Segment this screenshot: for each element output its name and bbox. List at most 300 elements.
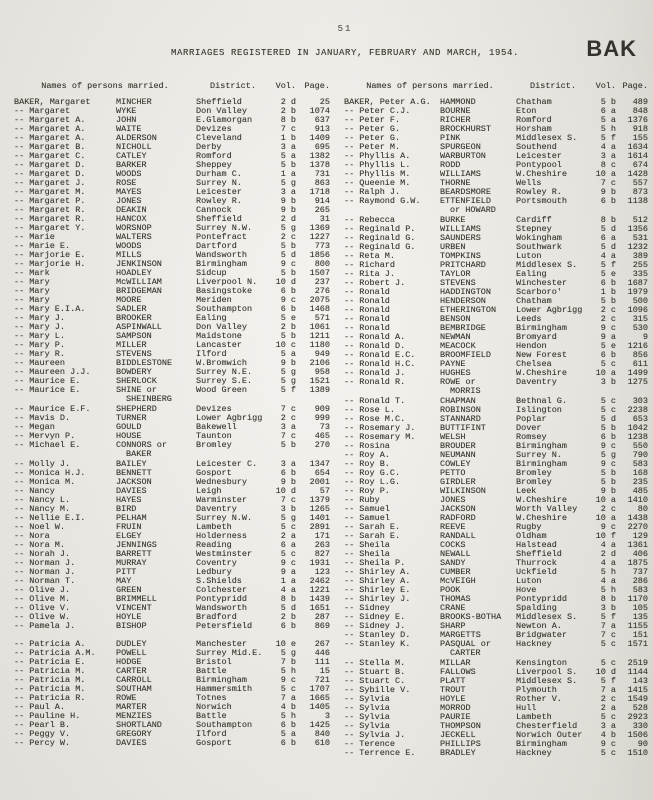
cell-name: -- Sheila: [344, 549, 390, 559]
cell-vol: 5 b: [600, 468, 616, 478]
cell-name: -- Margaret A.: [14, 115, 86, 125]
cell-surname: GREGORY: [116, 729, 152, 739]
cell-surname: HENDERSON: [440, 296, 486, 306]
cell-surname: GOULD: [116, 422, 142, 432]
cell-vol: 2 c: [600, 694, 616, 704]
cell-page: 2923: [627, 712, 648, 722]
cell-page: 1361: [627, 540, 648, 550]
cell-page: 1216: [627, 341, 648, 351]
cell-surname: COCKS: [440, 540, 466, 550]
cell-district: Daventry: [196, 504, 237, 514]
cell-district: Chelsea: [516, 359, 552, 369]
cell-district: Warminster: [196, 495, 248, 505]
cell-vol: 5 c: [600, 396, 616, 406]
cell-vol: 4 a: [600, 558, 616, 568]
cell-district: Wood Green: [196, 385, 248, 395]
cell-page: 611: [632, 359, 648, 369]
cell-district: Thurrock: [516, 558, 557, 568]
cell-district: Wandsworth: [196, 603, 248, 613]
cell-vol: 8 b: [280, 594, 296, 604]
cell-name: -- Roy P.: [344, 486, 390, 496]
cell-district: Ledbury: [196, 567, 232, 577]
cell-surname: BROUDER: [440, 441, 476, 451]
surname-continuation: [344, 649, 650, 658]
cell-page: 1614: [627, 151, 648, 161]
cell-page: 1718: [309, 187, 330, 197]
cell-vol: 5 c: [600, 712, 616, 722]
cell-district: Pontefract: [196, 232, 248, 242]
cell-vol: 9 c: [600, 522, 616, 532]
cell-surname: HAMMOND: [440, 97, 476, 107]
cell-surname: THORNE: [440, 178, 471, 188]
cell-name: -- Rita J.: [344, 269, 396, 279]
cell-vol: 7 b: [280, 657, 296, 667]
cell-name: -- Margaret C.: [14, 151, 86, 161]
cell-district: Poplar: [516, 414, 547, 424]
table-row: [344, 749, 650, 758]
cell-surname: CONNORS or: [116, 440, 168, 450]
cell-vol: 5 d: [600, 242, 616, 252]
cell-surname: WAITE: [116, 124, 142, 134]
cell-surname: STEVENS: [440, 278, 476, 288]
cell-district: Uckfield: [516, 567, 557, 577]
cell-vol: 7 c: [280, 404, 296, 414]
cell-page: 773: [314, 241, 330, 251]
cell-surname: CRANE: [440, 603, 466, 613]
cell-vol: 9 c: [280, 259, 296, 269]
cell-district: Birmingham: [516, 441, 568, 451]
cell-name: -- Maureen: [14, 358, 66, 368]
cell-name: -- Noel W.: [14, 522, 66, 532]
cell-page: 528: [632, 703, 648, 713]
cell-surname: WOODS: [116, 241, 142, 251]
cell-surname: SAMPSON: [116, 331, 152, 341]
cell-page: 1507: [309, 268, 330, 278]
cell-vol: 2 c: [600, 305, 616, 315]
cell-name: -- Sylvia: [344, 703, 390, 713]
cell-name: -- Terrence E.: [344, 748, 416, 758]
cell-name: -- Richard: [344, 260, 396, 270]
cell-vol: 3 a: [600, 721, 616, 731]
cell-name: -- Mary: [14, 286, 50, 296]
cell-surname: MAY: [116, 576, 132, 586]
cell-vol: 4 b: [280, 702, 296, 712]
cell-page: 9: [642, 332, 648, 342]
cell-surname: PLATT: [440, 676, 466, 686]
cell-vol: 3 b: [280, 504, 296, 514]
cell-district: Ilford: [196, 349, 227, 359]
cell-page: 1347: [309, 459, 330, 469]
cell-page: 1074: [309, 106, 330, 116]
cell-page: 2075: [309, 295, 330, 305]
cell-page: 827: [314, 549, 330, 559]
cell-surname: PELHAM: [116, 513, 147, 523]
cell-name: BAKER, Margaret: [14, 97, 91, 107]
cell-vol: 5 h: [600, 567, 616, 577]
cell-page: 330: [632, 721, 648, 731]
cell-vol: 5 d: [600, 224, 616, 234]
cell-name: -- Ronald: [344, 323, 390, 333]
cell-district: Pontypridd: [196, 594, 248, 604]
cell-page: 1238: [627, 432, 648, 442]
cell-vol: 7 a: [280, 693, 296, 703]
cell-vol: 10 e: [275, 639, 296, 649]
cell-district: E.Glamorgan: [196, 115, 253, 125]
cell-name: -- Mary J.: [14, 313, 66, 323]
cell-vol: 10 d: [275, 486, 296, 496]
cell-vol: 5 c: [600, 639, 616, 649]
surname-continuation: [14, 395, 332, 404]
cell-surname: NEWALL: [440, 549, 471, 559]
cell-surname: DAVIES: [116, 738, 147, 748]
cell-district: Bradford: [196, 612, 237, 622]
cell-page: 135: [632, 612, 648, 622]
cell-vol: 5 d: [280, 250, 296, 260]
cell-district: Totnes: [196, 693, 227, 703]
cell-page: 1549: [627, 694, 648, 704]
cell-surname: JENNINGS: [116, 540, 157, 550]
cell-vol: 5 b: [280, 241, 296, 251]
cell-vol: 6 a: [600, 233, 616, 243]
cell-name: -- Roy A.: [344, 450, 390, 460]
cell-district: Lambeth: [196, 522, 232, 532]
cell-name: -- Margaret A.: [14, 124, 86, 134]
cell-page: 721: [314, 675, 330, 685]
cell-page: 999: [314, 413, 330, 423]
cell-vol: 2 b: [280, 322, 296, 332]
cell-surname: BRIDGEMAN: [116, 286, 162, 296]
cell-name: -- Margaret R.: [14, 205, 86, 215]
cell-page: 2462: [309, 576, 330, 586]
cell-vol: 5 g: [280, 648, 296, 658]
cell-surname: BEARDSMORE: [440, 187, 492, 197]
cell-surname: STANNARD: [440, 414, 481, 424]
cell-page: 286: [632, 576, 648, 586]
surname-index-tag: BAK: [586, 36, 637, 61]
cell-name: -- Olive J.: [14, 585, 71, 595]
cell-surname: BENSON: [440, 314, 471, 324]
cell-name: -- Ronald J.: [344, 368, 406, 378]
cell-name: -- Rosemary J.: [344, 423, 416, 433]
cell-vol: 5 h: [280, 711, 296, 721]
cell-surname: WYKE: [116, 106, 137, 116]
cell-name: -- Nancy: [14, 486, 55, 496]
table-row: [14, 386, 332, 395]
cell-vol: 9 c: [280, 295, 296, 305]
cell-name: -- Paul A.: [14, 702, 66, 712]
cell-page: 2519: [627, 658, 648, 668]
cell-page: 105: [632, 603, 648, 613]
cell-page: 1155: [627, 621, 648, 631]
cell-vol: 4 a: [600, 251, 616, 261]
cell-page: 1378: [309, 160, 330, 170]
cell-district: Don Valley: [196, 322, 248, 332]
cell-district: Lambeth: [516, 712, 552, 722]
cell-district: Battle: [196, 711, 227, 721]
cell-district: New Forest: [516, 350, 568, 360]
cell-vol: 5 f: [600, 676, 616, 686]
cell-vol: 5 f: [600, 260, 616, 270]
cell-surname: PASQUAL or: [440, 639, 492, 649]
cell-district: Rowley R.: [196, 196, 242, 206]
cell-surname: MILLS: [116, 250, 142, 260]
column-headers: [344, 82, 650, 91]
cell-name: -- Ronald: [344, 305, 390, 315]
cell-district: Bethnal G.: [516, 396, 568, 406]
cell-vol: 7 a: [600, 685, 616, 695]
cell-page: 1170: [627, 594, 648, 604]
header-district: District.: [210, 81, 256, 91]
cell-name: -- Monica M.: [14, 477, 76, 487]
cell-district: Luton: [516, 251, 542, 261]
cell-district: Romford: [196, 151, 232, 161]
cell-name: -- Maurice E.: [14, 385, 81, 395]
cell-district: Cannock: [196, 205, 232, 215]
cell-name: -- Patricia M.: [14, 666, 86, 676]
cell-district: Horsham: [516, 124, 552, 134]
cell-page: 913: [314, 124, 330, 134]
cell-vol: 5 g: [280, 513, 296, 523]
cell-district: Hendon: [516, 341, 547, 351]
cell-surname: HUGHES: [440, 368, 471, 378]
cell-surname2: BAKER: [126, 449, 152, 459]
cell-vol: 9 c: [280, 558, 296, 568]
cell-surname: PITT: [116, 567, 137, 577]
cell-district: Lancaster: [196, 340, 242, 350]
cell-surname: BUTTIFINT: [440, 423, 486, 433]
cell-vol: 5 g: [280, 223, 296, 233]
cell-name: -- Mary R.: [14, 349, 66, 359]
cell-surname: PETTO: [440, 468, 466, 478]
cell-vol: 10 a: [595, 513, 616, 523]
table-row: [344, 640, 650, 649]
cell-surname: MILLER: [116, 340, 147, 350]
cell-district: W.Cheshire: [516, 495, 568, 505]
cell-district: Rowley R.: [516, 187, 562, 197]
cell-name: -- Sheila P.: [344, 558, 406, 568]
cell-district: Surrey Mid.E.: [196, 648, 263, 658]
cell-name: -- Marie E.: [14, 241, 71, 251]
cell-page: 1875: [627, 558, 648, 568]
cell-surname: URBEN: [440, 242, 466, 252]
cell-page: 1665: [309, 693, 330, 703]
cell-page: 2001: [309, 477, 330, 487]
cell-district: Surrey N.: [196, 178, 242, 188]
cell-name: -- Marie: [14, 232, 55, 242]
cell-vol: 5 h: [600, 585, 616, 595]
cell-page: 1931: [309, 558, 330, 568]
cell-page: 1405: [309, 702, 330, 712]
cell-surname: WOODS: [116, 169, 142, 179]
cell-surname: WILLIAMS: [440, 169, 481, 179]
cell-district: Wells: [516, 178, 542, 188]
cell-district: Sheppey: [196, 160, 232, 170]
cell-surname: SHEPHERD: [116, 404, 157, 414]
cell-name: -- Nancy M.: [14, 504, 71, 514]
cell-surname: CATLEY: [116, 151, 147, 161]
cell-district: Cleveland: [196, 133, 242, 143]
cell-name: -- Mary: [14, 277, 50, 287]
cell-vol: 5 a: [280, 151, 296, 161]
cell-vol: 2 c: [600, 504, 616, 514]
cell-vol: 5 f: [600, 133, 616, 143]
cell-surname: ROBINSON: [440, 405, 481, 415]
cell-surname: BAILEY: [116, 459, 147, 469]
cell-vol: 9 b: [280, 477, 296, 487]
cell-surname: THOMPSON: [440, 721, 481, 731]
cell-page: 276: [314, 286, 330, 296]
cell-page: 1410: [627, 495, 648, 505]
table-row: [14, 739, 332, 748]
cell-surname: HADDINGTON: [440, 287, 492, 297]
cell-name: -- Margaret P.: [14, 196, 86, 206]
cell-page: 790: [632, 450, 648, 460]
cell-district: Colchester: [196, 585, 248, 595]
cell-district: Leeds: [516, 314, 542, 324]
cell-page: 1506: [627, 730, 648, 740]
cell-district: Birmingham: [196, 675, 248, 685]
cell-name: -- Pearl B.: [14, 720, 71, 730]
cell-vol: 6 b: [600, 278, 616, 288]
cell-name: -- Rebecca: [344, 215, 396, 225]
cell-surname: RODD: [440, 160, 461, 170]
cell-district: Norwich Outer: [516, 730, 583, 740]
cell-surname: BISHOP: [116, 621, 147, 631]
cell-vol: 5 e: [600, 269, 616, 279]
cell-surname: BOURNE: [440, 106, 471, 116]
cell-name: -- Samuel: [344, 513, 390, 523]
cell-page: 1232: [627, 242, 648, 252]
cell-name: -- Ronald: [344, 287, 390, 297]
cell-surname: PAURIE: [440, 712, 471, 722]
cell-surname: ETTENFIELD: [440, 196, 492, 206]
cell-page: 1221: [309, 585, 330, 595]
header-page: Page.: [622, 81, 648, 91]
cell-district: Halstead: [516, 540, 557, 550]
cell-district: Birmingham: [516, 459, 568, 469]
cell-surname: POWELL: [116, 648, 147, 658]
cell-page: 583: [632, 459, 648, 469]
cell-district: Spalding: [516, 603, 557, 613]
cell-name: BAKER, Peter A.G.: [344, 97, 431, 107]
cell-district: Chatham: [516, 97, 552, 107]
cell-district: Surrey N.W.: [196, 513, 253, 523]
cell-name: -- Shirley E.: [344, 585, 411, 595]
cell-surname: RICHER: [440, 115, 471, 125]
cell-surname: WALTERS: [116, 232, 152, 242]
cell-page: 1428: [627, 169, 648, 179]
cell-name: -- Nancy L.: [14, 495, 71, 505]
cell-page: 1061: [309, 322, 330, 332]
cell-district: Bristol: [196, 657, 232, 667]
cell-page: 80: [637, 504, 648, 514]
cell-name: -- Olive M.: [14, 594, 71, 604]
cell-vol: 8 c: [600, 160, 616, 170]
cell-surname: DUDLEY: [116, 639, 147, 649]
cell-name: -- Marjorie E.: [14, 250, 86, 260]
cell-page: 1275: [627, 377, 648, 387]
cell-vol: 1 b: [280, 133, 296, 143]
cell-district: Leigh: [196, 486, 222, 496]
cell-district: Ealing: [196, 313, 227, 323]
cell-vol: 5 b: [600, 423, 616, 433]
cell-district: Sheffield: [516, 549, 562, 559]
cell-page: 512: [632, 215, 648, 225]
cell-page: 389: [632, 251, 648, 261]
table-row: [14, 622, 332, 631]
cell-vol: 6 b: [280, 738, 296, 748]
cell-name: -- Sarah E.: [344, 531, 401, 541]
cell-name: -- Raymond G.W.: [344, 196, 421, 206]
cell-district: Taunton: [196, 431, 232, 441]
cell-district: Surrey N.: [516, 450, 562, 460]
cell-page: 500: [632, 296, 648, 306]
cell-page: 1401: [309, 513, 330, 523]
cell-district: W.Cheshire: [516, 169, 568, 179]
cell-page: 1856: [309, 250, 330, 260]
cell-page: 303: [632, 396, 648, 406]
cell-page: 550: [632, 441, 648, 451]
cell-page: 1687: [627, 278, 648, 288]
cell-name: -- Stanley K.: [344, 639, 411, 649]
cell-page: 869: [314, 621, 330, 631]
cell-surname: SADLER: [116, 304, 147, 314]
cell-page: 654: [314, 468, 330, 478]
cell-page: 129: [632, 531, 648, 541]
cell-page: 1415: [627, 685, 648, 695]
cell-district: Worth Valley: [516, 504, 578, 514]
cell-vol: 2 c: [280, 232, 296, 242]
cell-page: 315: [632, 314, 648, 324]
cell-district: Holderness: [196, 531, 248, 541]
cell-district: Reading: [196, 540, 232, 550]
cell-name: -- Peter M.: [344, 142, 401, 152]
cell-page: 1211: [309, 331, 330, 341]
cell-surname: MARTER: [116, 702, 147, 712]
cell-district: Scarboro': [516, 287, 562, 297]
header-district: District.: [530, 81, 576, 91]
cell-name: -- Roy B.: [344, 459, 390, 469]
cell-surname: PINK: [440, 133, 461, 143]
cell-surname: JACKSON: [440, 504, 476, 514]
cell-district: Southwark: [516, 242, 562, 252]
cell-district: Birmingham: [196, 259, 248, 269]
cell-name: -- Molly J.: [14, 459, 71, 469]
cell-name: -- Margaret A.: [14, 133, 86, 143]
cell-district: Battle: [196, 666, 227, 676]
cell-district: Dartford: [196, 241, 237, 251]
cell-vol: 9 b: [600, 486, 616, 496]
cell-name: -- Norman J.: [14, 558, 76, 568]
cell-district: Kensington: [516, 658, 568, 668]
cell-surname: FRUIN: [116, 522, 142, 532]
cell-vol: 5 g: [280, 178, 296, 188]
cell-page: 2891: [309, 522, 330, 532]
cell-page: 151: [632, 630, 648, 640]
cell-name: -- Ronald A.: [344, 332, 406, 342]
cell-surname: PRITCHARD: [440, 260, 486, 270]
cell-district: Birmingham: [516, 323, 568, 333]
cell-surname: MINCHER: [116, 97, 152, 107]
cell-vol: 9 c: [600, 459, 616, 469]
cell-name: -- Rose M.C.: [344, 414, 406, 424]
cell-page: 263: [314, 540, 330, 550]
cell-name: -- Peter G.: [344, 133, 401, 143]
cell-surname: SAUNDERS: [440, 233, 481, 243]
cell-vol: 1 a: [280, 169, 296, 179]
cell-district: Surrey S.E.: [196, 376, 253, 386]
cell-surname: GREEN: [116, 585, 142, 595]
